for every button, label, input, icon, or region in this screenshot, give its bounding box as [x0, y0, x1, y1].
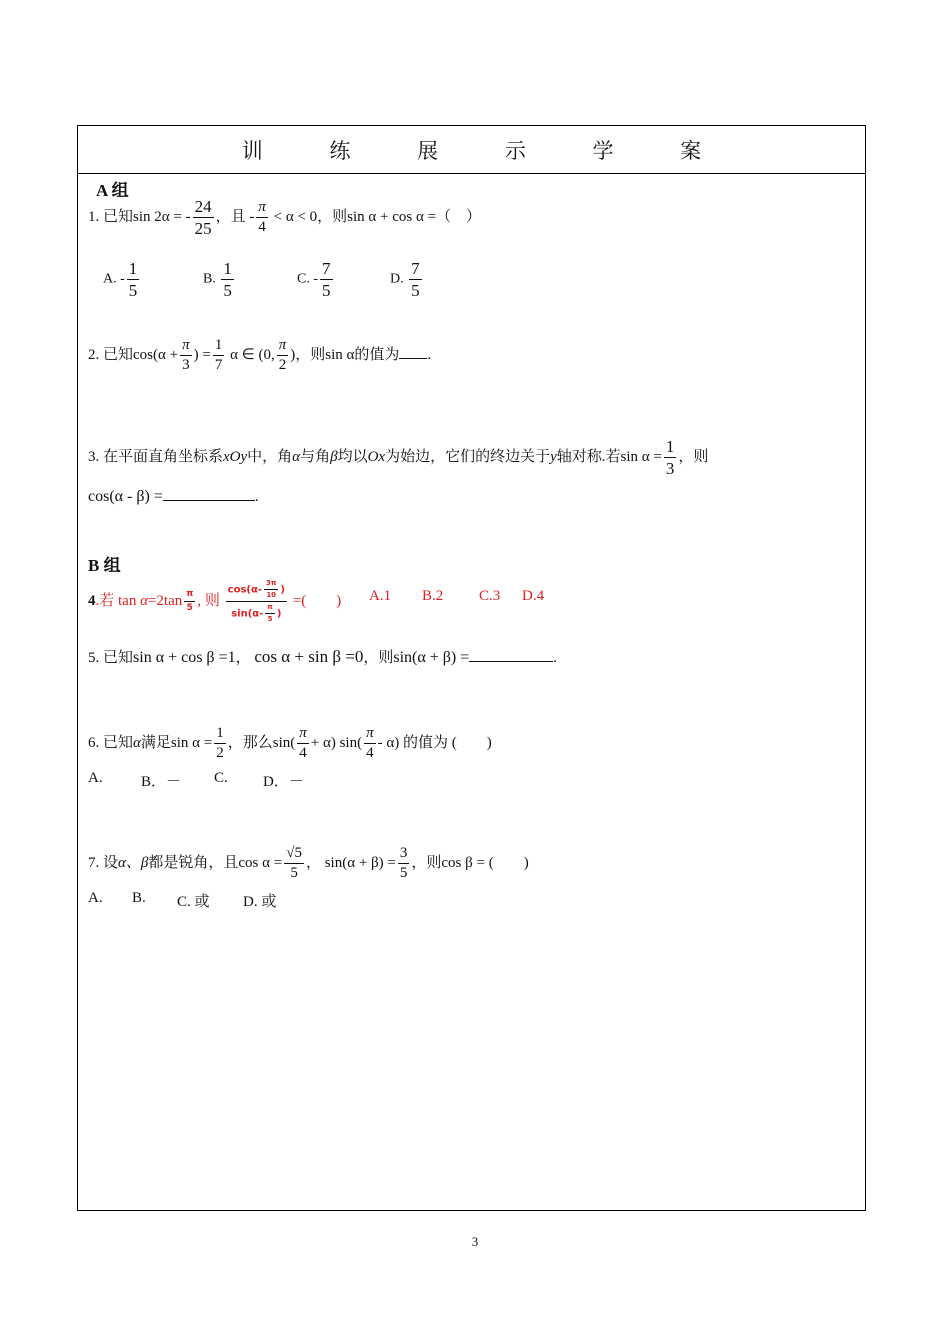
group-b-heading: B 组 — [88, 556, 121, 575]
question-2: 2. 已知cos(α + $\frac{\pi}{3}$ ) = $\frac{1}{7}$ α ∈ (0, $\frac{\pi}{2}$ )，则sin α的值为 . — [88, 337, 432, 373]
q4-option-b: B.2 — [422, 588, 444, 604]
group-a-heading: A 组 — [96, 181, 129, 200]
question-5: 5. 已知sin α + cos β =1， cos α + sin β =0，则sin(α + β) = . — [88, 647, 558, 666]
q6-option-d: D．－ — [263, 774, 304, 790]
q1-option-d: D. $\frac{7}{5}$ — [390, 259, 420, 300]
q6-option-c: C. — [214, 770, 228, 786]
q1-option-c: C. - $\frac{7}{5}$ — [297, 259, 331, 300]
worksheet-frame — [77, 125, 866, 1211]
q7-option-b: B. — [132, 890, 146, 906]
question-3: 3. 在平面直角坐标系xOy中，角α与角β均以Ox为始边，它们的终边关于y轴对称.若sin α = $\frac{1}{3}$ ，则 — [88, 437, 709, 478]
q6-option-a: A. — [88, 770, 103, 786]
question-1: 1. 已知sin 2α = - $\frac{24}{25}$ ，且 - $\frac{\pi}{4}$ < α < 0，则sin α + cos α =（ ） — [88, 197, 482, 238]
q7-option-c: C. 或 — [177, 894, 210, 910]
title-row — [78, 126, 865, 174]
question-4: 4.若 tan α=2tan $\frac{\pi}{5}$ , 则 cos(α- $\frac{3\pi}{10}$ ) sin(α- $\frac{\pi}{5}$ ) =( ) — [88, 579, 342, 623]
q1-option-a: A. - $\frac{1}{5}$ — [103, 259, 138, 300]
q4-option-d: D.4 — [522, 588, 545, 604]
q6-option-b: B．－ — [141, 774, 182, 790]
q4-option-a: A.1 — [369, 588, 392, 604]
page-number: 3 — [471, 1234, 479, 1249]
question-3-line2: cos(α - β) = . — [88, 488, 259, 505]
question-6: 6. 已知α满足sin α = $\frac{1}{2}$ ，那么sin( $\frac{\pi}{4}$ + α) sin( $\frac{\pi}{4}$ - α) 的值为 ( ) — [88, 725, 492, 761]
q7-option-d: D. 或 — [243, 894, 277, 910]
q1-option-b: B. $\frac{1}{5}$ — [203, 259, 232, 300]
q4-option-c: C.3 — [479, 588, 501, 604]
q7-option-a: A. — [88, 890, 103, 906]
question-7: 7. 设α、β都是锐角，且cos α = $\frac{√5}{5}$ ， sin(α + β) = $\frac{3}{5}$ ，则cos β = ( ) — [88, 845, 529, 881]
worksheet-title: 训 练 展 示 学 案 — [241, 138, 732, 163]
